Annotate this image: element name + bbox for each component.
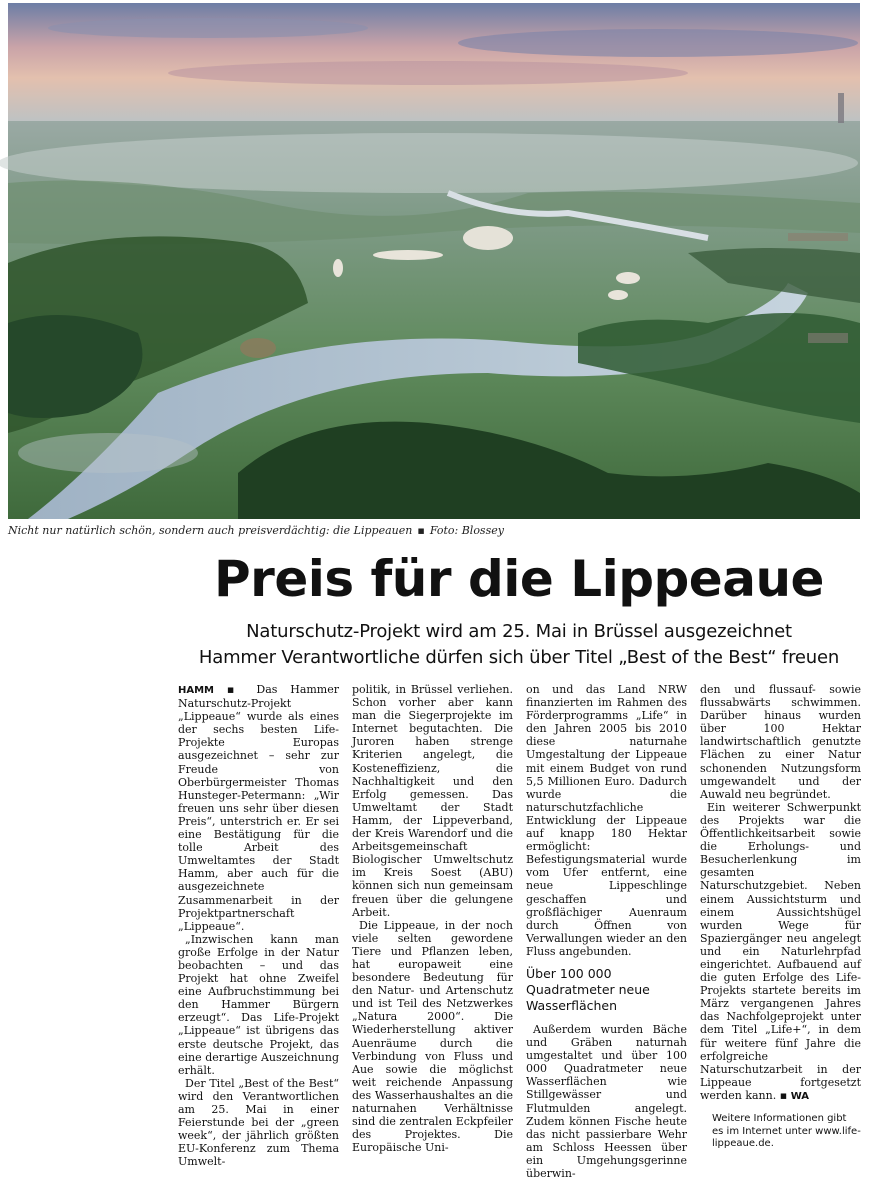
paragraph-text: Ein weiterer Schwerpunkt des Projekts war die Öffentlichkeitsarbeit sowie die Erholungs- und Besucherlenkung im gesamten Naturschutzgebiet. Neben einem Aussichtsturm und einem Aussichtshügel wurden Wege für Spaziergänger neu angelegt und ein Naturlehrpfad eingerichtet. Aufbauend auf die guten Erfolge des Life-Projekts startete bereits im März vergangenen Jahres das Nachfolgeprojekt unter dem Titel „Life+“, in dem für weitere fünf Jahre die erfolgreiche Naturschutzarbeit in der Lippeaue fortgesetzt werden kann. [700, 800, 861, 1102]
landscape-photo [8, 3, 860, 519]
subheading: Über 100 000 Quadratmeter neue Wasserflächen [526, 965, 650, 1013]
article-subtitle-1: Naturschutz-Projekt wird am 25. Mai in Brüssel ausgezeichnet [246, 621, 792, 642]
paragraph: Der Titel „Best of the Best“ wird den Verantwortlichen am 25. Mai in einer Feierstunde bei der „green week“, der jährlich größten EU-Konferenz zum Thema Umwelt- [178, 1076, 339, 1169]
paragraph: Die Lippeaue, in der noch viele selten gewordene Tiere und Pflanzen leben, hat europaweit eine besondere Bedeutung für den Natur- und Artenschutz und ist Teil des Netzwerkes „Natura 2000“. Die Wiederherstellung aktiver Auenräume durch die Verbindung von Fluss und Aue sowie die möglichst weit reichende Anpassung des Wasserhaushaltes an die naturnahen Verhältnisse sind die zentralen Eckpfeiler des Projektes. Die Europäische Uni- [352, 918, 513, 1155]
caption-separator: ▪ [417, 524, 425, 537]
author-separator: ▪ [779, 1088, 788, 1102]
paragraph: Außerdem wurden Bäche und Gräben naturnah umgestaltet und über 100 000 Quadratmeter neue Wasserflächen wie Stillgewässer und Flutmulden angelegt. Zudem können Fische heute das nicht passierbare Wehr am Schloss Heessen über ein Umgehungsgerinne überwin- [526, 1022, 687, 1180]
paragraph: politik, in Brüssel verliehen. Schon vorher aber kann man die Siegerprojekte im Internet begutachten. Die Juroren haben strenge Kriterien angelegt, die Kosteneffizienz, die Nachhaltigkeit und den Erfolg gemessen. Das Umweltamt der Stadt Hamm, der Lippeverband, der Kreis Warendorf und die Arbeitsgemeinschaft Biologischer Umweltschutz im Kreis Soest (ABU) können sich nun gemeinsam freuen über die gelungene Arbeit. [352, 683, 513, 919]
article-column-1 [178, 683, 340, 1169]
photo-credit: Foto: Blossey [429, 524, 504, 537]
article-column-3 [526, 683, 687, 1180]
info-note: Weitere Informationen gibt es im Internet unter www.life-lippeaue.de. [712, 1113, 861, 1149]
article-column-4 [700, 683, 861, 1149]
paragraph [178, 683, 339, 933]
paragraph-text: Das Hammer Naturschutz-Projekt „Lippeaue“ wurde als eines der sechs besten Life-Projekte Europas ausgezeichnet – sehr zur Freude von Oberbürgermeister Thomas Hunsteger-Petermann: „Wir freuen uns sehr über diesen Preis“, unterstrich er. Er sei eine Bestätigung für die tolle Arbeit des Umweltamtes der Stadt Hamm, aber auch für die ausgezeichnete Zusammenarbeit in der Projektpartnerschaft „Lippeaue“. [178, 683, 340, 933]
dateline: HAMM [178, 685, 215, 696]
article-body [178, 683, 862, 1180]
caption-text: Nicht nur natürlich schön, sondern auch preisverdächtig: die Lippeauen [8, 524, 413, 537]
paragraph: on und das Land NRW finanzierten im Rahmen des Förderprogramms „Life“ in den Jahren 2005 bis 2010 diese naturnahe Umgestaltung der Lippeaue mit einem Budget von rund 5,5 Millionen Euro. Dadurch wurde die naturschutzfachliche Entwicklung der Lippeaue auf knapp 180 Hektar ermöglicht: Befestigungsmaterial wurde vom Ufer entfernt, eine neue Lippeschlinge geschaffen und großflächiger Auenraum durch Öffnen von Verwallungen wieder an den Fluss angebunden. [526, 683, 687, 958]
paragraph: den und flussauf- sowie flussabwärts schwimmen. Darüber hinaus wurden über 100 Hektar landwirtschaftlich genutzte Flächen zu einer Natur schonenden Nutzungsform umgewandelt und der Auwald neu begründet. [700, 683, 861, 801]
landscape-photo-icon [8, 3, 860, 519]
article-column-2 [352, 683, 513, 1155]
paragraph [700, 801, 861, 1103]
article-headline: Preis für die Lippeaue [214, 550, 824, 608]
article-subtitle-2: Hammer Verantwortliche dürfen sich über Titel „Best of the Best“ freuen [198, 647, 840, 668]
author: WA [790, 1090, 810, 1102]
paragraph: „Inzwischen kann man große Erfolge in der Natur beobachten – und das Projekt hat ohne Zweifel eine Aufbruchstimmung bei den Hammer Bürgern erzeugt“. Das Life-Projekt „Lippeaue“ ist übrigens das erste deutsche Projekt, das eine derartige Auszeichnung erhält. [178, 932, 339, 1077]
dateline-separator: ▪ [226, 683, 244, 696]
photo-caption [8, 524, 504, 537]
